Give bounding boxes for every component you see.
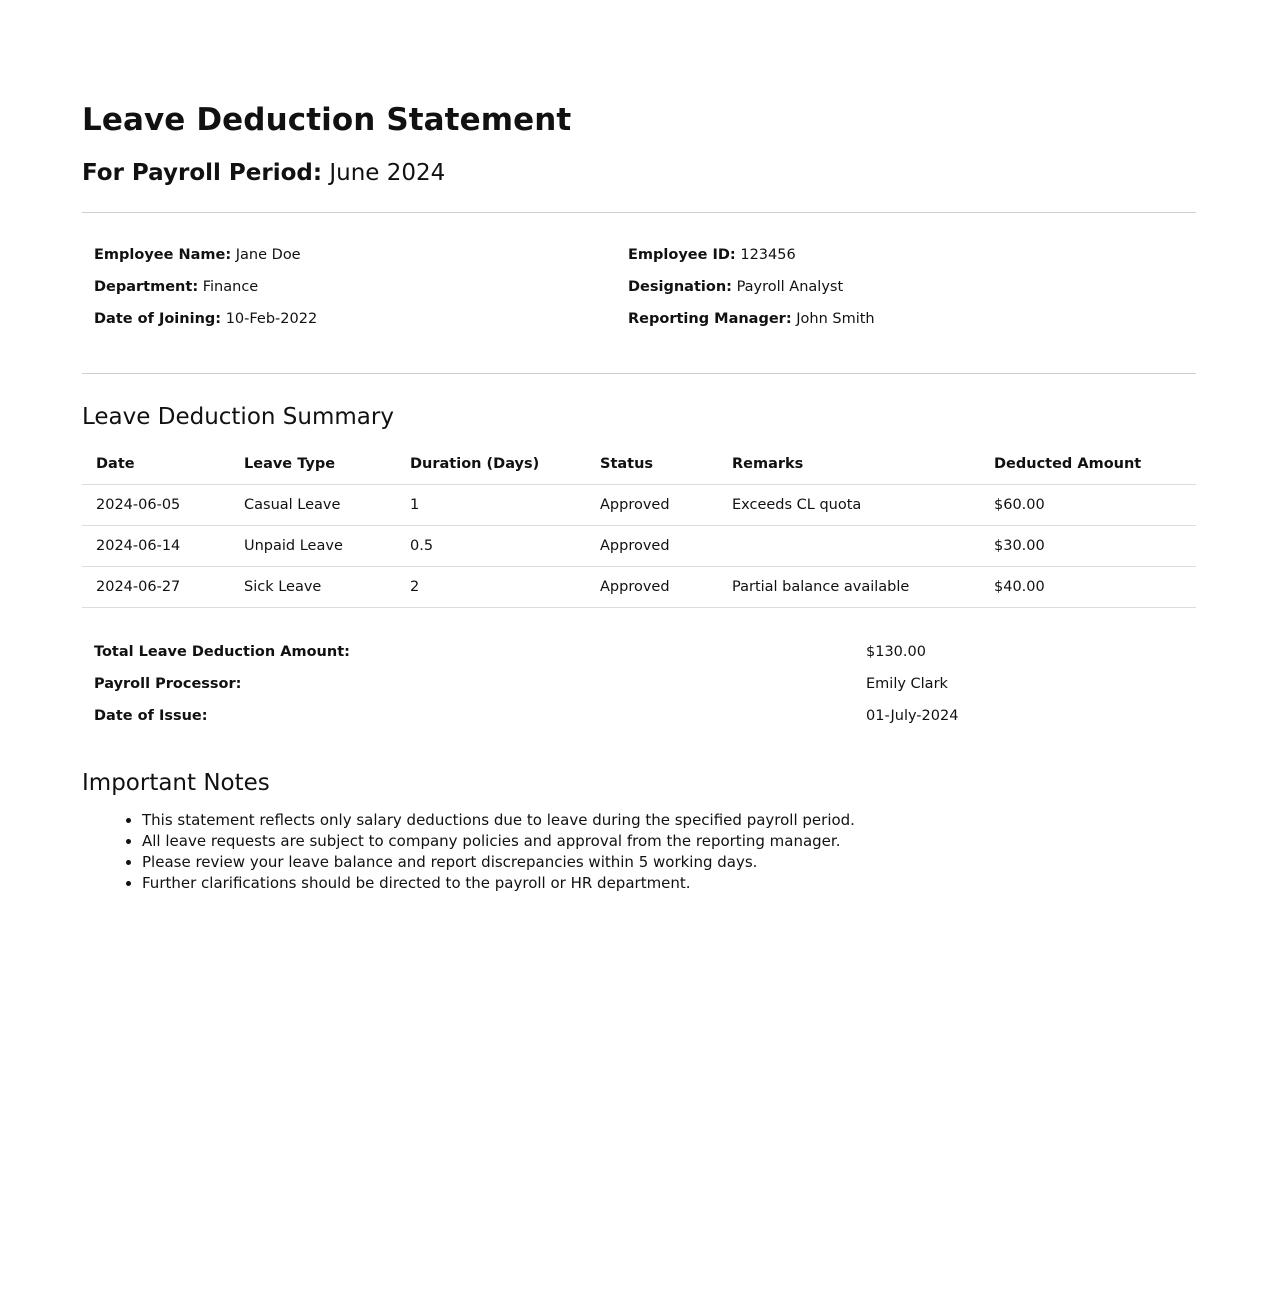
cell-date: 2024-06-05 (82, 485, 230, 526)
designation-label: Designation: (628, 279, 732, 295)
divider (82, 373, 1196, 374)
table-header-row (82, 444, 1196, 485)
column-header-duration: Duration (Days) (396, 444, 586, 485)
payroll-processor-label: Payroll Processor: (94, 676, 242, 692)
joining-date-row (94, 309, 628, 341)
issue-date-row (94, 706, 1196, 738)
total-amount-value: $130.00 (866, 644, 926, 660)
page-title: Leave Deduction Statement (82, 102, 572, 138)
department-label: Department: (94, 279, 199, 295)
department-value: Finance (202, 279, 259, 295)
notes-list (82, 810, 1196, 894)
employee-name-row (94, 245, 628, 277)
cell-status: Approved (586, 526, 718, 567)
employee-info-left (94, 245, 628, 341)
employee-id-label: Employee ID: (628, 247, 736, 263)
employee-info (82, 213, 1196, 373)
payroll-processor-value: Emily Clark (866, 676, 948, 692)
table-row (82, 485, 1196, 526)
list-item: • Further clarifications should be directed to the payroll or HR department. (142, 873, 1196, 894)
payroll-processor-row (94, 674, 1196, 706)
cell-remarks: Partial balance available (718, 567, 980, 608)
joining-date-value: 10-Feb-2022 (225, 311, 318, 327)
leave-table (82, 444, 1196, 608)
cell-remarks: Exceeds CL quota (718, 485, 980, 526)
department-row (94, 277, 628, 309)
list-item: • Please review your leave balance and report discrepancies within 5 working days. (142, 852, 1196, 873)
column-header-status: Status (586, 444, 718, 485)
cell-amount: $30.00 (980, 526, 1196, 567)
joining-date-label: Date of Joining: (94, 311, 222, 327)
total-amount-row (94, 642, 1196, 674)
cell-remarks (718, 526, 980, 567)
column-header-date: Date (82, 444, 230, 485)
list-item: • All leave requests are subject to company policies and approval from the reporting manager. (142, 831, 1196, 852)
manager-label: Reporting Manager: (628, 311, 792, 327)
cell-amount: $60.00 (980, 485, 1196, 526)
payroll-period-label: For Payroll Period: (82, 160, 323, 186)
cell-status: Approved (586, 567, 718, 608)
payroll-period-value: June 2024 (329, 160, 446, 186)
employee-info-right (628, 245, 1162, 341)
manager-row (628, 309, 1162, 341)
cell-status: Approved (586, 485, 718, 526)
employee-name-label: Employee Name: (94, 247, 232, 263)
employee-id-row (628, 245, 1162, 277)
cell-leave-type: Sick Leave (230, 567, 396, 608)
table-row (82, 567, 1196, 608)
list-item: • This statement reflects only salary deductions due to leave during the specified payroll period. (142, 810, 1196, 831)
cell-date: 2024-06-27 (82, 567, 230, 608)
summary-title: Leave Deduction Summary (82, 404, 394, 430)
employee-id-value: 123456 (740, 247, 796, 263)
cell-date: 2024-06-14 (82, 526, 230, 567)
statement-page (82, 0, 1196, 894)
table-row (82, 526, 1196, 567)
column-header-remarks: Remarks (718, 444, 980, 485)
manager-value: John Smith (796, 311, 875, 327)
notes-title: Important Notes (82, 770, 270, 796)
cell-duration: 0.5 (396, 526, 586, 567)
column-header-leave-type: Leave Type (230, 444, 396, 485)
payroll-period (82, 157, 1196, 189)
total-amount-label: Total Leave Deduction Amount: (94, 644, 350, 660)
cell-leave-type: Casual Leave (230, 485, 396, 526)
totals-block (82, 642, 1196, 738)
cell-duration: 1 (396, 485, 586, 526)
cell-duration: 2 (396, 567, 586, 608)
cell-amount: $40.00 (980, 567, 1196, 608)
cell-leave-type: Unpaid Leave (230, 526, 396, 567)
employee-name-value: Jane Doe (235, 247, 301, 263)
column-header-amount: Deducted Amount (980, 444, 1196, 485)
designation-value: Payroll Analyst (736, 279, 844, 295)
issue-date-value: 01-July-2024 (866, 708, 959, 724)
issue-date-label: Date of Issue: (94, 708, 208, 724)
designation-row (628, 277, 1162, 309)
